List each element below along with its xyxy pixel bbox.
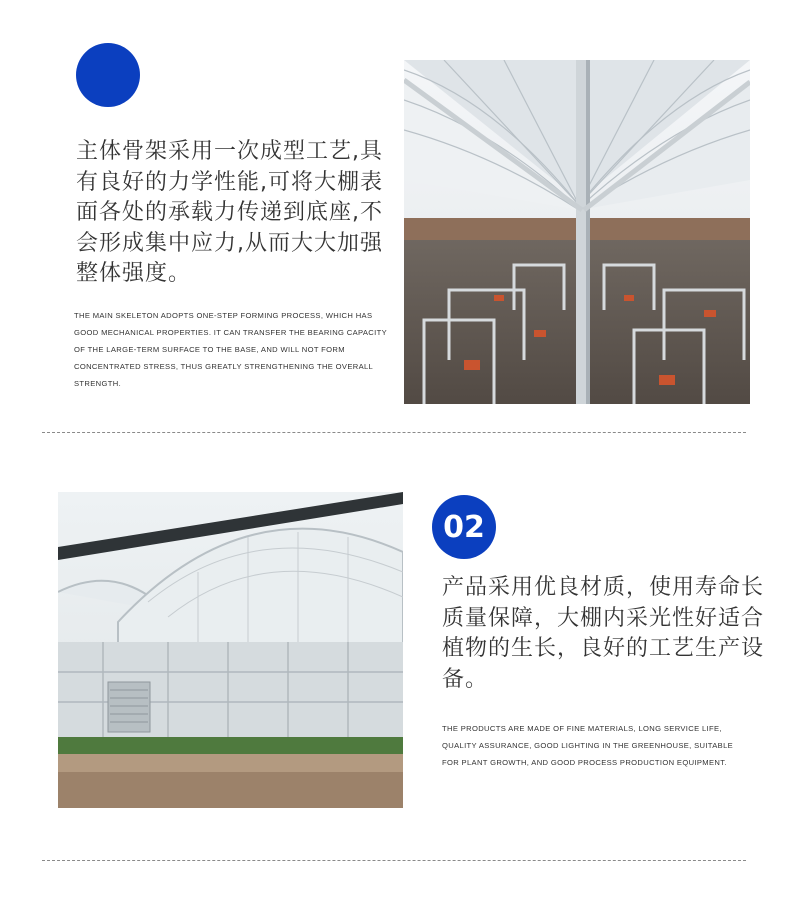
- divider-2: [42, 860, 746, 861]
- greenhouse-exterior-photo: [58, 492, 403, 808]
- section1-heading: 主体骨架采用一次成型工艺,具有良好的力学性能,可将大棚表面各处的承载力传递到底座,不会形成集中应力,从而大大加强整体强度。: [76, 139, 383, 286]
- section1-description: THE MAIN SKELETON ADOPTS ONE-STEP FORMING PROCESS, WHICH HAS GOOD MECHANICAL PROPERTIES. IT CAN TRANSFER THE BEARING CAPACITY OF THE LARGE-TERM SURFACE TO THE BASE, AND WILL NOT FORM CONCENTRATED STRESS, THUS GREATLY STRENGTHENING THE OVERALL STRENGTH.: [74, 311, 387, 388]
- greenhouse-frame-photo: [404, 60, 750, 404]
- section2-heading: 产品采用优良材质，使用寿命长质量保障，大棚内采光性好适合植物的生长，良好的工艺生产设备。: [442, 575, 765, 692]
- section2-description: THE PRODUCTS ARE MADE OF FINE MATERIALS, LONG SERVICE LIFE, QUALITY ASSURANCE, GOOD LIGHTING IN THE GREENHOUSE, SUITABLE FOR PLANT GROWTH, AND GOOD PROCESS PRODUCTION EQUIPMENT.: [442, 724, 734, 767]
- section2-badge: 02: [432, 495, 496, 559]
- divider-1: [42, 432, 746, 433]
- section1-badge: [76, 43, 140, 107]
